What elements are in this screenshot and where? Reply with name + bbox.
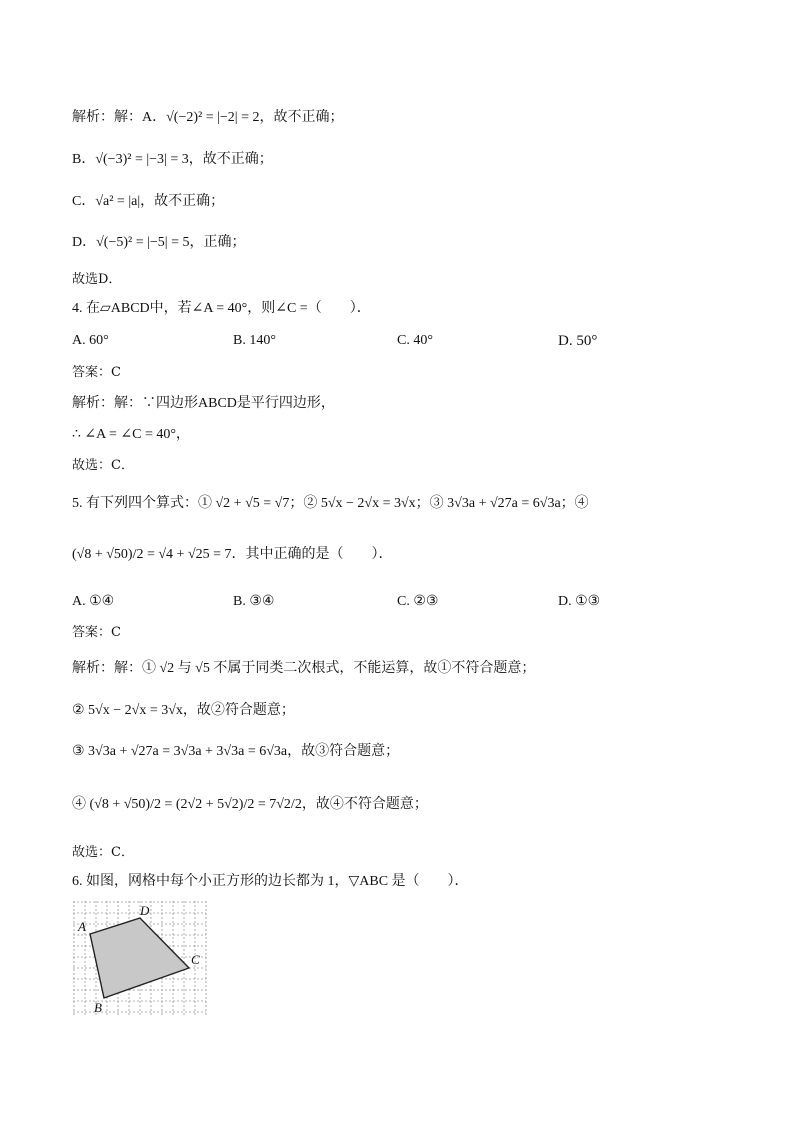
q6-grid-figure [72,900,208,1020]
q5-option-c: C. ②③ [397,594,439,609]
label-c: C [191,952,200,967]
q5-analysis-3: ③ 3√3a + √27a = 3√3a + 3√3a = 6√3a，故③符合题意； [72,744,400,759]
q3-analysis-a: 解析：解：A．√(−2)² = |−2| = 2，故不正确； [72,110,344,125]
q4-option-a: A. 60° [72,333,109,348]
q5-stem-2: (√8 + √50)/2 = √4 + √25 = 7．其中正确的是（ ）． [72,547,393,562]
q5-stem-1: 5. 有下列四个算式：① √2 + √5 = √7；② 5√x − 2√x = 3√x；③ 3√3a + √27a = 6√3a；④ [72,496,589,511]
q4-analysis-2: ∴ ∠A = ∠C = 40°， [72,427,190,442]
q4-option-b: B. 140° [233,333,276,348]
q5-option-d: D. ①③ [558,594,601,609]
q4-option-c: C. 40° [397,333,433,348]
q5-option-a: A. ①④ [72,594,115,609]
q5-answer: 答案：C [72,625,121,640]
label-b: B [94,1000,102,1015]
q3-analysis-d: D．√(−5)² = |−5| = 5，正确； [72,235,246,250]
q4-stem: 4. 在▱ABCD中，若∠A = 40°，则∠C =（ ）． [72,301,371,316]
label-d: D [140,903,150,918]
label-a: A [78,919,86,934]
q3-conclusion: 故选D． [72,272,122,287]
q5-analysis-2: ② 5√x − 2√x = 3√x，故②符合题意； [72,703,295,718]
q5-analysis-4: ④ (√8 + √50)/2 = (2√2 + 5√2)/2 = 7√2/2，故④不符合题意； [72,797,428,812]
q4-answer: 答案：C [72,365,121,380]
q6-stem: 6. 如图，网格中每个小正方形的边长都为 1，▽ABC 是（ ）． [72,874,469,889]
q4-analysis-1: 解析：解：∵四边形ABCD是平行四边形， [72,396,335,411]
q4-option-d: D. 50° [558,333,598,349]
q5-conclusion: 故选：C． [72,845,134,860]
q3-analysis-c: C．√a² = |a|，故不正确； [72,194,225,209]
q5-analysis-1: 解析：解：① √2 与 √5 不属于同类二次根式，不能运算，故①不符合题意； [72,661,536,676]
q4-conclusion: 故选：C． [72,458,134,473]
quadrilateral-abcd [90,918,189,998]
q5-option-b: B. ③④ [233,594,275,609]
q3-analysis-b: B．√(−3)² = |−3| = 3，故不正确； [72,152,273,167]
